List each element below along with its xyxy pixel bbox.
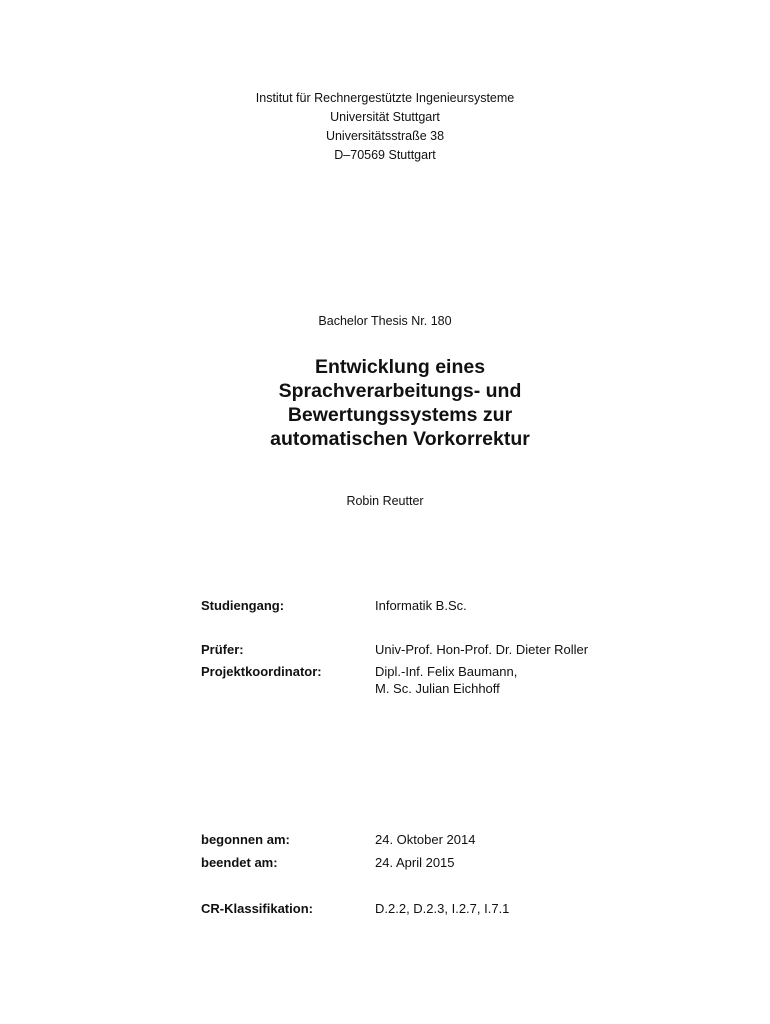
- university-name: Universität Stuttgart: [330, 110, 440, 124]
- thesis-number: Bachelor Thesis Nr. 180: [318, 314, 452, 328]
- city-address: D–70569 Stuttgart: [334, 148, 436, 162]
- institute-name: Institut für Rechnergestützte Ingenieursysteme: [255, 91, 515, 105]
- detail-value: 24. April 2015: [375, 855, 455, 870]
- detail-value: [375, 663, 517, 697]
- title-line: Entwicklung eines: [314, 356, 486, 378]
- institute-address: [0, 89, 770, 165]
- detail-label: Prüfer:: [201, 642, 244, 657]
- author-name: Robin Reutter: [346, 494, 424, 508]
- detail-label: Studiengang:: [201, 598, 285, 613]
- detail-value: D.2.2, D.2.3, I.2.7, I.7.1: [375, 901, 510, 916]
- detail-value-line: Dipl.-Inf. Felix Baumann,: [375, 664, 518, 679]
- detail-value: Univ-Prof. Hon-Prof. Dr. Dieter Roller: [375, 642, 589, 657]
- title-line: automatischen Vorkorrektur: [270, 428, 530, 450]
- title-line: Bewertungssystems zur: [287, 404, 513, 426]
- detail-value: Informatik B.Sc.: [375, 598, 467, 613]
- detail-value-line: M. Sc. Julian Eichhoff: [375, 681, 500, 696]
- detail-label: beendet am:: [201, 855, 278, 870]
- street-address: Universitätsstraße 38: [325, 129, 445, 143]
- detail-value: 24. Oktober 2014: [375, 832, 476, 847]
- detail-label: begonnen am:: [201, 832, 290, 847]
- title-line: Sprachverarbeitungs- und: [278, 380, 522, 402]
- detail-label: CR-Klassifikation:: [201, 901, 313, 916]
- thesis-title: [200, 355, 600, 451]
- detail-label: Projektkoordinator:: [201, 664, 322, 679]
